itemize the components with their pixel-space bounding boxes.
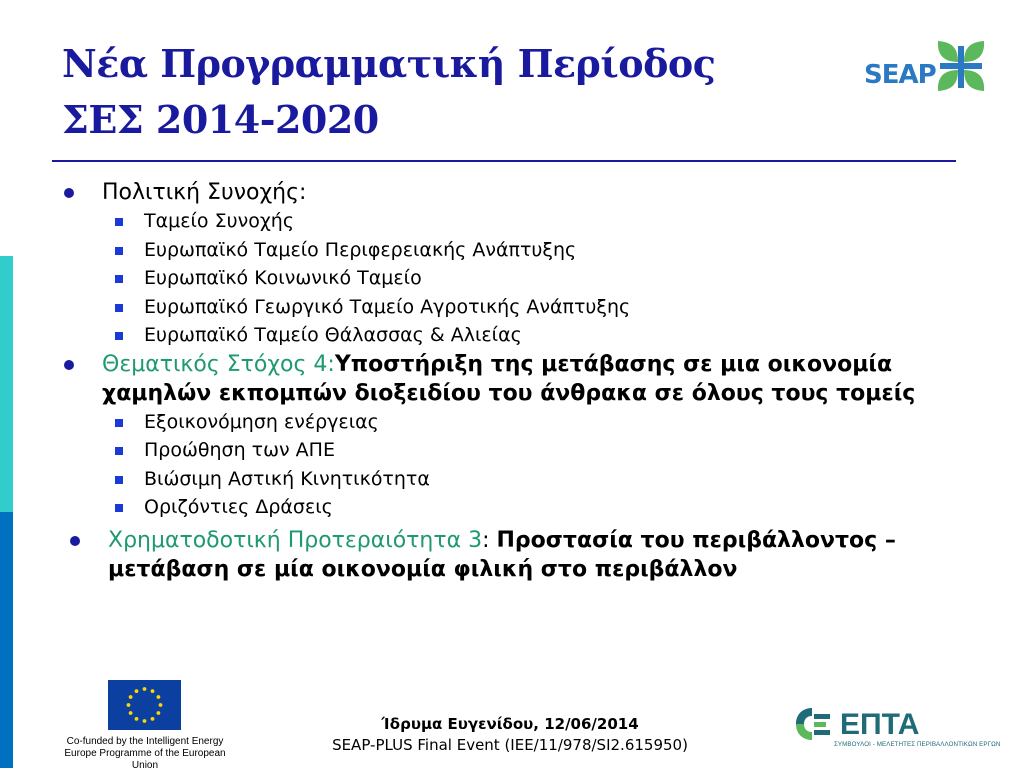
epta-logo-name: ΕΠΤΑ	[840, 708, 920, 741]
bullet-label: Χρηματοδοτική Προτεραιότητα 3	[108, 527, 483, 553]
bullet-label: Πολιτική Συνοχής:	[102, 180, 307, 205]
slide-content	[58, 178, 998, 584]
footer-venue-date: Ίδρυμα Ευγενίδου, 12/06/2014	[381, 715, 639, 733]
bullet-label: Θεματικός Στόχος 4:	[102, 351, 335, 377]
sub-bullet-text: Οριζόντιες Δράσεις	[144, 496, 333, 518]
bullet-dot	[64, 360, 74, 370]
epta-logo	[792, 704, 1022, 754]
slide-footer	[290, 714, 730, 756]
sub-bullet-text: Ευρωπαϊκό Ταμείο Περιφερειακής Ανάπτυξης	[144, 238, 577, 261]
sub-bullet-text: Βιώσιμη Αστική Κινητικότητα	[144, 467, 430, 490]
seap-logo-text: SEAP	[864, 60, 936, 90]
sub-bullet	[58, 293, 998, 322]
bullet-thematic-objective	[58, 350, 998, 408]
sub-bullet	[58, 207, 998, 236]
square-bullet	[115, 476, 123, 484]
bullet-dot	[64, 188, 74, 198]
sub-bullet	[58, 493, 998, 522]
square-bullet	[115, 447, 123, 455]
bullet-colon: :	[482, 527, 497, 553]
leaf-plus-icon	[932, 38, 990, 96]
title-divider	[52, 160, 956, 162]
eu-flag-icon	[108, 680, 181, 730]
sub-bullet	[58, 321, 998, 350]
bullet-bold-text: Προστασία του περιβάλλοντος – μετάβαση σε μία οικονομία φιλική στο περιβάλλον	[108, 527, 896, 582]
square-bullet	[115, 218, 123, 226]
sub-bullet	[58, 408, 998, 437]
bullet-funding-priority	[58, 526, 998, 584]
slide-title-line1: Νέα Προγραμματική Περίοδος	[62, 41, 716, 86]
sub-bullet-text: Ταμείο Συνοχής	[144, 210, 294, 232]
square-bullet	[115, 304, 123, 312]
eu-cofunding-caption: Co-funded by the Intelligent Energy Europe Programme of the European Union	[64, 736, 226, 771]
square-bullet	[115, 247, 123, 255]
epta-logo-subtitle: ΣΥΜΒΟΥΛΟΙ - ΜΕΛΕΤΗΤΕΣ ΠΕΡΙΒΑΛΛΟΝΤΙΚΩΝ ΕΡΓΩΝ	[834, 741, 1001, 748]
bullet-cohesion-policy	[58, 178, 998, 207]
square-bullet	[115, 419, 123, 427]
side-strip-teal	[0, 256, 13, 512]
slide-title	[62, 36, 715, 148]
square-bullet	[115, 275, 123, 283]
epta-leaf-icon	[792, 704, 836, 744]
seap-plus-logo	[860, 38, 992, 98]
bullet-dot	[70, 536, 80, 546]
sub-bullet	[58, 264, 998, 293]
slide-title-line2: ΣΕΣ 2014-2020	[62, 97, 379, 142]
sub-bullet-text: Προώθηση των ΑΠΕ	[144, 439, 335, 461]
square-bullet	[115, 504, 123, 512]
square-bullet	[115, 332, 123, 340]
sub-bullet-text: Ευρωπαϊκό Ταμείο Θάλασσας & Αλιείας	[144, 324, 522, 346]
sub-bullet-text: Ευρωπαϊκό Γεωργικό Ταμείο Αγροτικής Ανάπτυξης	[144, 295, 631, 318]
bullet-bold-text: Υποστήριξη της μετάβασης σε μια οικονομία χαμηλών εκπομπών διοξειδίου του άνθρακα σε όλους τους τομείς	[102, 351, 916, 406]
sub-bullet	[58, 436, 998, 465]
footer-event: SEAP-PLUS Final Event (IEE/11/978/SI2.615950)	[332, 736, 688, 754]
side-strip-blue	[0, 512, 13, 768]
sub-bullet	[58, 236, 998, 265]
side-strip-white	[0, 0, 13, 256]
sub-bullet-text: Ευρωπαϊκό Κοινωνικό Ταμείο	[144, 267, 422, 289]
sub-bullet-text: Εξοικονόμηση ενέργειας	[144, 410, 379, 433]
sub-bullet	[58, 465, 998, 494]
